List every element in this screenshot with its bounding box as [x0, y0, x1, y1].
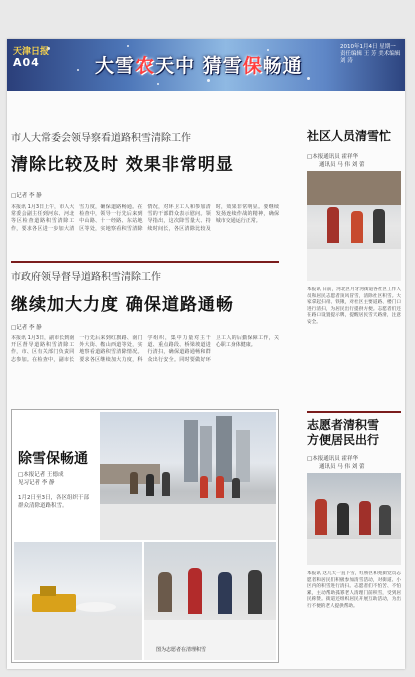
side2-title: 志愿者清积雪: [307, 418, 380, 432]
masthead-info: 2010年1月4日 星期一 责任编辑 王 芳 美术编辑 刘 涛: [340, 44, 401, 64]
side-divider: [307, 411, 401, 413]
article1-body: 本报讯 1月3日上午，市人大常委会副主任到河东、河北等区检查道路积雪清除工作，要求各区进一步加大清雪力度，确保道路畅通。在检查中，领导一行先后来到中山路、十一经路、东站地区等处，实地察看积雪清除情况，对环卫工人和参加清雪的干部群众表示慰问。领导指出，这次降雪量大、持续时间长，各区清除比较及时，效果非常明显。要继续发扬连续作战的精神，确保城市交通运行正常。: [11, 204, 279, 232]
section-divider: [11, 261, 279, 263]
page-number: A04: [13, 56, 40, 69]
side2-byline2: 通讯员 马 伟 刘 蕾: [319, 464, 365, 470]
article1-headline: 清除比较及时 效果非常明显: [11, 155, 234, 175]
side1-byline2: 通讯员 马 伟 刘 蕾: [319, 162, 365, 168]
side1-title: 社区人员清雪忙: [307, 129, 392, 143]
article2-headline: 继续加大力度 确保道路通畅: [11, 295, 234, 315]
side1-body: 本报讯 日前，河北区月牙河街道各社区工作人员和居民志愿者顶风冒雪，清除社区积雪。大家拿起扫帚、铁锹，对社区主要道路、楼门口进行清扫，为居民出行提供方便。志愿者们还在路口设置提示牌，提醒居民雪天路滑，注意安全。: [307, 287, 401, 325]
photo-feature-title: 除雪保畅通: [18, 451, 88, 467]
snowplow-photo: [14, 542, 142, 660]
photo-feature: [11, 409, 279, 663]
photo-caption-2: 图为志愿者在清理积雪: [156, 647, 207, 653]
masthead-banner: [7, 39, 405, 91]
side1-photo: [307, 171, 401, 281]
article2-kicker: 市政府领导督导道路积雪清除工作: [11, 272, 161, 283]
photo-feature-byline2: 见习记者 李 静: [18, 480, 55, 486]
article2-body: 本报讯 1月3日，副市长到南开区督导道路积雪清除工作，市、区有关部门负责同志参加。在检查中，副市长一行先后来到红旗路、南门外大街、鞍山西道等处，实地察看道路积雪清除情况。要求各区继续加大力度，科学组织，集中力量对主干道、重点路段、桥梁坡道进行清扫，确保道路通畅和群众出行安全。同时要做好环卫工人的后勤保障工作，关心职工身体健康。: [11, 335, 279, 363]
article1-byline: □记者 李 静: [11, 193, 42, 199]
volunteers-photo: [144, 542, 276, 660]
side2-byline: □本报通讯员 霍祥华: [307, 456, 358, 462]
masthead-title: 大雪农天中 猜雪保畅通: [95, 55, 303, 77]
article1-kicker: 市人大常委会领导察看道路积雪清除工作: [11, 133, 191, 144]
article2-byline: □记者 李 静: [11, 325, 42, 331]
side2-title-line2: 方便居民出行: [307, 433, 380, 447]
side2-photo: [307, 473, 401, 565]
photo-feature-byline: □本报记者 王德成: [18, 472, 64, 478]
newspaper-page: [7, 39, 405, 669]
side2-body: 本报讯 这几天一直下雪，红桥区和苑街党员志愿者和居民们积极参加清雪活动，对街道、小区内的积雪进行清扫。志愿者们不怕苦、不怕累，主动帮助孤寡老人清理门前积雪，受到居民称赞。街道还组织居民开展互助活动，为出行不便的老人提供帮助。: [307, 571, 401, 609]
edition-logo: 天津日报: [13, 47, 50, 57]
photo-caption: 1月2日至3日，各区组织干部群众清除道路积雪。: [18, 495, 89, 509]
street-photo: [100, 412, 276, 540]
side1-byline: □本报通讯员 霍祥华: [307, 154, 358, 160]
